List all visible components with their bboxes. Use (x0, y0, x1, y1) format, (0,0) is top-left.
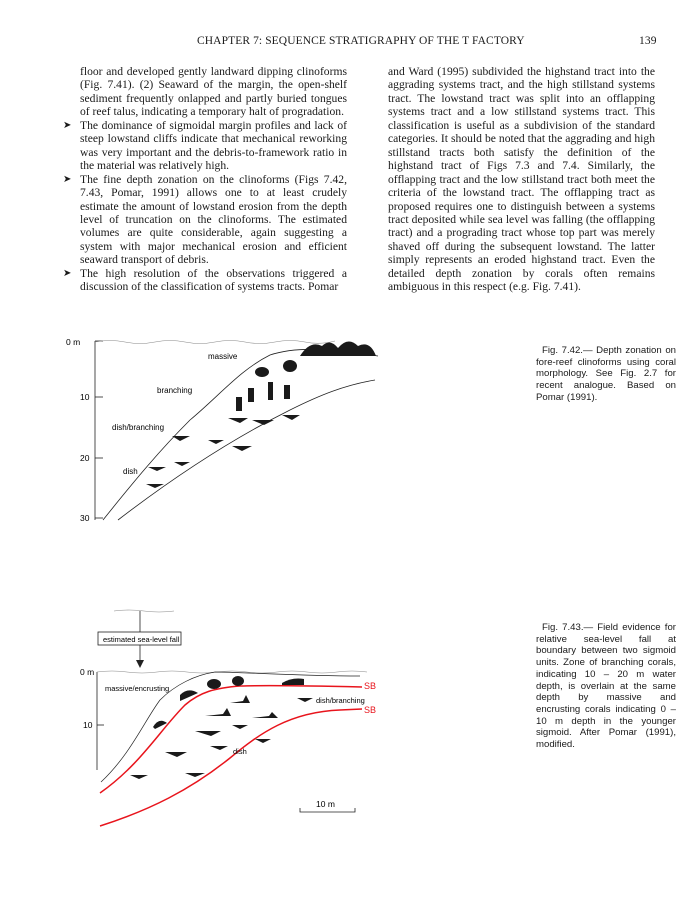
arrow-bullet-icon: ➤ (63, 119, 72, 131)
depth-label: 10 (80, 392, 90, 402)
sb-label: SB (364, 681, 377, 691)
arrow-down-icon (136, 660, 144, 668)
clinoform-profile (103, 349, 378, 520)
zone-label: massive/encrusting (105, 684, 170, 693)
zone-label: dish/branching (316, 696, 365, 705)
depth-label: 0 m (66, 337, 81, 347)
fig-7-43 (80, 610, 376, 826)
arrow-bullet-icon: ➤ (63, 173, 72, 185)
arrow-bullet-icon: ➤ (63, 267, 72, 279)
sb-label: SB (364, 705, 377, 715)
paragraph-continuation: floor and developed gently landward dipping clinoforms (Fig. 7.41). (2) Seaward of the margin, the open-shelf sediment frequently onlapped and partly buried tongues of reef talus, indicating a temporary halt of progradation. (80, 65, 347, 119)
bullet-text: The dominance of sigmoidal margin profiles and lack of steep lowstand cliffs indicate that mechanical reworking was very important and the debris-to-framework ratio in the material was relatively high. (80, 118, 347, 173)
fig-7-42 (66, 337, 378, 523)
depth-label: 30 (80, 513, 90, 523)
clinoform-base (118, 380, 375, 520)
page-number: 139 (639, 35, 657, 47)
coral-symbols (146, 341, 376, 488)
zone-label: dish (233, 747, 247, 756)
former-sea-level-line (114, 610, 174, 612)
depth-label: 20 (80, 453, 90, 463)
bullet-text: The high resolution of the observations triggered a discussion of the classification of systems tracts. Pomar (80, 266, 347, 294)
depth-label: 10 (83, 720, 93, 730)
zone-label: dish (123, 467, 138, 476)
fig-7-43-caption: Fig. 7.43.— Field evidence for relative sea-level fall at boundary between two sigmoid units. Zone of branching corals, indicating 10 – 20 m water depth, is overlain at the same depth by massive and encrusting corals indicating 0 – 10 m depth in the younger sigmoid. After Pomar (1991), modified. (536, 622, 676, 751)
depth-label: 0 m (80, 667, 95, 677)
sea-level-fall-label: estimated sea-level fall (103, 635, 180, 644)
zone-label: branching (157, 386, 193, 395)
zone-label: dish/branching (112, 423, 165, 432)
running-header: CHAPTER 7: SEQUENCE STRATIGRAPHY OF THE T FACTORY (197, 35, 525, 47)
scale-label: 10 m (316, 799, 335, 809)
zone-label: massive (208, 352, 238, 361)
paragraph: and Ward (1995) subdivided the highstand tract into the aggrading systems tract, and the high stillstand systems tract. The lowstand tract was split into an offlapping systems tract and a low stillstand systems tract. This classification is useful as a subdivision of the standard categories. It should be noted that the aggrading and high stillstand tracts both satisfy the definition of the highstand tract of Figs 7.3 and 7.4. Similarly, the offlapping tract and the low stillstand tract both meet the criteria of the lowstand tract. The offlapping tract as proposed requires one to distinguish between a systems tract deposited while sea level was falling (the offlapping tract) and a prograding tract whose top part was merely shaved off during the subsequent lowstand. The latter simply represents an eroded highstand tract. Even the detailed depth zonation by corals often remains ambiguous in this respect (e.g. Fig. 7.41). (388, 65, 655, 294)
bullet-text: The fine depth zonation on the clinoforms (Figs 7.42, 7.43, Pomar, 1991) allows one to at least crudely estimate the amount of lowstand erosion from the depth level of truncation on the clinoforms. The estimated volumes are quite considerable, again suggesting a system with major mechanical erosion and efficient seaward transport of debris. (80, 172, 347, 267)
sea-level-line (95, 341, 335, 344)
fig-7-42-caption: Fig. 7.42.— Depth zonation on fore-reef clinoforms using coral morphology. See Fig. 2.7 for recent analogue. Based on Pomar (1991). (536, 345, 676, 403)
